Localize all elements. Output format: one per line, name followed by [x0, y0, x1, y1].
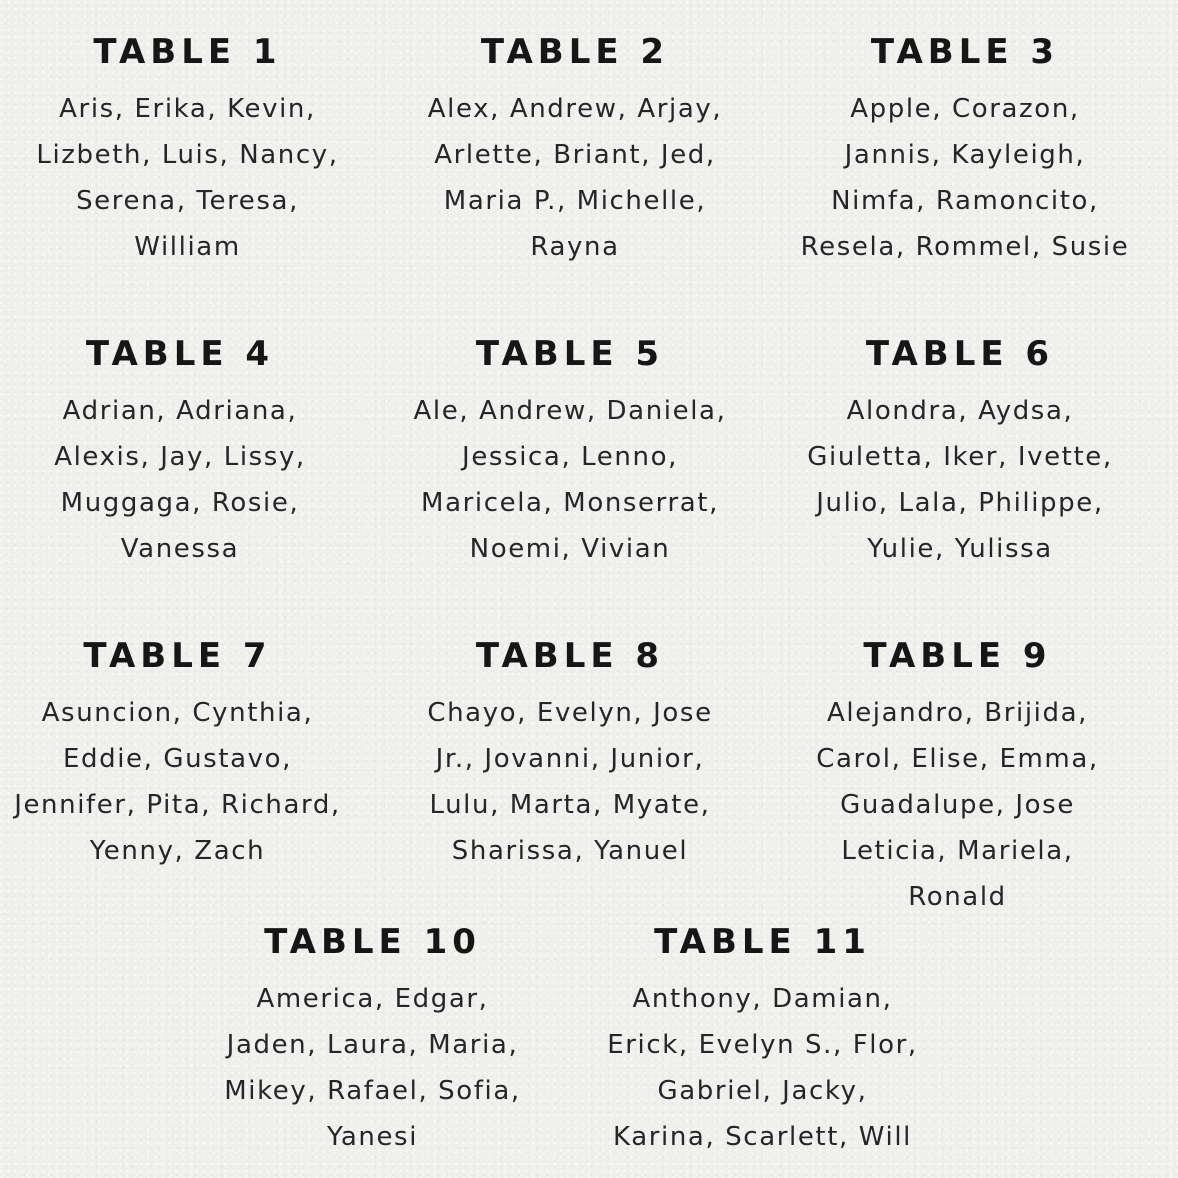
table-3-title: TABLE 3: [870, 32, 1060, 72]
guest-line: Nimfa, Ramoncito,: [831, 186, 1099, 216]
table-3-block: [790, 32, 1140, 270]
table-1-guest-list: [15, 86, 360, 270]
guest-line: Jannis, Kayleigh,: [844, 140, 1086, 170]
guest-line: Anthony, Damian,: [632, 984, 893, 1014]
guest-line: Ale, Andrew, Daniela,: [413, 396, 727, 426]
table-8-title: TABLE 8: [475, 636, 665, 676]
guest-line: Jessica, Lenno,: [462, 442, 678, 472]
table-11-block: [595, 922, 930, 1160]
guest-line: Aris, Erika, Kevin,: [59, 94, 316, 124]
guest-line: Lizbeth, Luis, Nancy,: [36, 140, 339, 170]
guest-line: Adrian, Adriana,: [62, 396, 298, 426]
guest-line: Eddie, Gustavo,: [62, 744, 293, 774]
guest-line: America, Edgar,: [256, 984, 489, 1014]
table-6-guest-list: [790, 388, 1130, 572]
guest-line: Alondra, Aydsa,: [846, 396, 1074, 426]
table-5-block: [400, 334, 740, 572]
table-11-title: TABLE 11: [654, 922, 871, 962]
guest-line: Ronald: [908, 882, 1007, 912]
guest-line: Mikey, Rafael, Sofia,: [224, 1076, 521, 1106]
guest-line: Sharissa, Yanuel: [451, 836, 689, 866]
guest-line: Jennifer, Pita, Richard,: [14, 790, 341, 820]
guest-line: Apple, Corazon,: [850, 94, 1080, 124]
guest-line: Guadalupe, Jose: [840, 790, 1075, 820]
guest-line: Noemi, Vivian: [469, 534, 671, 564]
guest-line: Asuncion, Cynthia,: [41, 698, 314, 728]
guest-line: Julio, Lala, Philippe,: [816, 488, 1104, 518]
guest-line: Giuletta, Iker, Ivette,: [807, 442, 1113, 472]
table-10-guest-list: [205, 976, 540, 1160]
guest-line: Karina, Scarlett, Will: [613, 1122, 912, 1152]
table-2-block: [405, 32, 745, 270]
guest-line: Jr., Jovanni, Junior,: [435, 744, 705, 774]
guest-line: Leticia, Mariela,: [841, 836, 1074, 866]
guest-line: Chayo, Evelyn, Jose: [427, 698, 713, 728]
table-6-title: TABLE 6: [865, 334, 1055, 374]
guest-line: Alex, Andrew, Arjay,: [427, 94, 723, 124]
guest-line: Maricela, Monserrat,: [421, 488, 719, 518]
guest-line: William: [134, 232, 241, 262]
table-9-title: TABLE 9: [863, 636, 1052, 676]
table-8-guest-list: [400, 690, 740, 874]
guest-line: Serena, Teresa,: [76, 186, 299, 216]
table-4-title: TABLE 4: [85, 334, 275, 374]
table-2-title: TABLE 2: [480, 32, 670, 72]
table-7-guest-list: [5, 690, 350, 874]
table-10-title: TABLE 10: [264, 922, 481, 962]
table-8-block: [400, 636, 740, 874]
table-6-block: [790, 334, 1130, 572]
table-9-block: [790, 636, 1125, 920]
guest-line: Resela, Rommel, Susie: [800, 232, 1130, 262]
table-4-block: [15, 334, 345, 572]
guest-line: Alejandro, Brijida,: [827, 698, 1088, 728]
guest-line: Yanesi: [326, 1122, 419, 1152]
guest-line: Yulie, Yulissa: [867, 534, 1053, 564]
guest-line: Maria P., Michelle,: [443, 186, 707, 216]
table-7-title: TABLE 7: [83, 636, 272, 676]
table-9-guest-list: [790, 690, 1125, 920]
guest-line: Lulu, Marta, Myate,: [429, 790, 711, 820]
guest-line: Gabriel, Jacky,: [657, 1076, 868, 1106]
guest-line: Yenny, Zach: [89, 836, 266, 866]
guest-line: Carol, Elise, Emma,: [816, 744, 1099, 774]
table-5-title: TABLE 5: [475, 334, 665, 374]
guest-line: Alexis, Jay, Lissy,: [54, 442, 306, 472]
guest-line: Erick, Evelyn S., Flor,: [607, 1030, 918, 1060]
table-3-guest-list: [790, 86, 1140, 270]
table-2-guest-list: [405, 86, 745, 270]
guest-line: Vanessa: [120, 534, 240, 564]
table-4-guest-list: [15, 388, 345, 572]
guest-line: Jaden, Laura, Maria,: [226, 1030, 519, 1060]
table-1-title: TABLE 1: [93, 32, 282, 72]
guest-line: Rayna: [530, 232, 620, 262]
table-1-block: [15, 32, 360, 270]
table-10-block: [205, 922, 540, 1160]
table-5-guest-list: [400, 388, 740, 572]
table-7-block: [5, 636, 350, 874]
guest-line: Arlette, Briant, Jed,: [434, 140, 716, 170]
table-11-guest-list: [595, 976, 930, 1160]
guest-line: Muggaga, Rosie,: [60, 488, 300, 518]
